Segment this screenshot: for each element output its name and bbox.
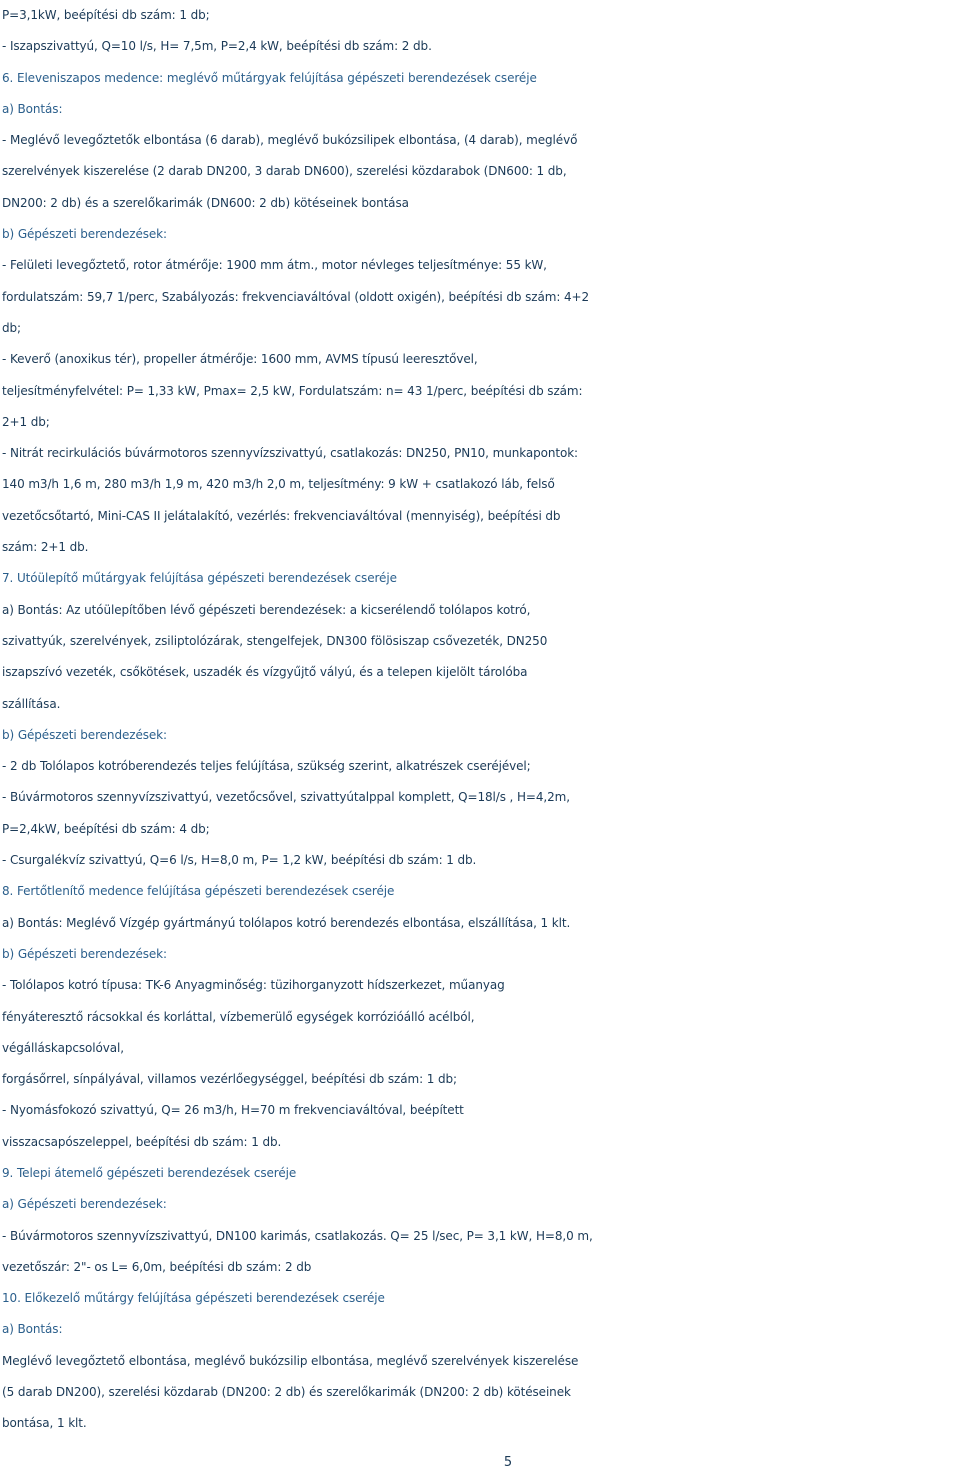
text-line: szállítása. (2, 696, 61, 711)
subsection-heading: a) Bontás: (2, 101, 63, 116)
page-number: 5 (503, 1455, 513, 1470)
text-line: 140 m3/h 1,6 m, 280 m3/h 1,9 m, 420 m3/h 2,0 m, teljesítmény: 9 kW + csatlakozó láb, felső (2, 477, 555, 492)
text-line: Meglévő levegőztető elbontása, meglévő bukózsilip elbontása, meglévő szerelvények kiszerelése (2, 1353, 579, 1368)
subsection-heading: b) Gépészeti berendezések: (2, 227, 167, 242)
text-line: - Búvármotoros szennyvízszivattyú, vezetőcsővel, szivattyútalppal komplett, Q=18l/s , H=4,2m, (2, 790, 570, 805)
document-body (2, 0, 958, 1440)
text-line: - 2 db Tolólapos kotróberendezés teljes felújítása, szükség szerint, alkatrészek cseréjével; (2, 759, 531, 774)
subsection-heading: a) Gépészeti berendezések: (2, 1197, 167, 1212)
text-line: - Tolólapos kotró típusa: TK-6 Anyagminőség: tüzihorganyzott hídszerkezet, műanyag (2, 978, 505, 993)
text-line: bontása, 1 klt. (2, 1416, 87, 1431)
text-line: - Nitrát recirkulációs búvármotoros szennyvízszivattyú, csatlakozás: DN250, PN10, munkapontok: (2, 446, 578, 461)
subsection-heading: b) Gépészeti berendezések: (2, 946, 167, 961)
text-line: a) Bontás: Meglévő Vízgép gyártmányú tolólapos kotró berendezés elbontása, elszállítása, 1 klt. (2, 915, 571, 930)
text-line: szerelvények kiszerelése (2 darab DN200, 3 darab DN600), szerelési közdarabok (DN600: 1 db, (2, 164, 567, 179)
section-heading: 10. Előkezelő műtárgy felújítása gépészeti berendezések cseréje (2, 1291, 385, 1306)
section-heading: 8. Fertőtlenítő medence felújítása gépészeti berendezések cseréje (2, 884, 395, 899)
text-line: vezetőcsőtartó, Mini-CAS II jelátalakító, vezérlés: frekvenciaváltóval (mennyiség), beépítési db (2, 508, 561, 523)
text-line: - Meglévő levegőztetők elbontása (6 darab), meglévő bukózsilipek elbontása, (4 darab), meglévő (2, 133, 578, 148)
text-line: - Felületi levegőztető, rotor átmérője: 1900 mm átm., motor névleges teljesítménye: 55 kW, (2, 258, 547, 273)
text-line: teljesítményfelvétel: P= 1,33 kW, Pmax= 2,5 kW, Fordulatszám: n= 43 1/perc, beépítési db szám: (2, 383, 583, 398)
text-line: - Búvármotoros szennyvízszivattyú, DN100 karimás, csatlakozás. Q= 25 l/sec, P= 3,1 kW, H=8,0 m, (2, 1228, 593, 1243)
text-line: - Nyomásfokozó szivattyú, Q= 26 m3/h, H=70 m frekvenciaváltóval, beépített (2, 1103, 464, 1118)
text-line: P=3,1kW, beépítési db szám: 1 db; (2, 8, 210, 22)
text-line: szám: 2+1 db. (2, 540, 89, 555)
section-heading: 9. Telepi átemelő gépészeti berendezések cseréje (2, 1165, 297, 1180)
text-line: visszacsapószeleppel, beépítési db szám: 1 db. (2, 1134, 282, 1149)
subsection-heading: b) Gépészeti berendezések: (2, 727, 167, 742)
text-line: (5 darab DN200), szerelési közdarab (DN200: 2 db) és szerelőkarimák (DN200: 2 db) kötéseinek (2, 1385, 571, 1400)
text-line: végálláskapcsolóval, (2, 1040, 124, 1055)
text-line: a) Bontás: Az utóülepítőben lévő gépészeti berendezések: a kicserélendő tolólapos kotró, (2, 602, 531, 617)
text-line: DN200: 2 db) és a szerelőkarimák (DN600: 2 db) kötéseinek bontása (2, 195, 409, 210)
text-line: szivattyúk, szerelvények, zsiliptolózárak, stengelfejek, DN300 fölösiszap csővezeték, DN250 (2, 633, 548, 648)
text-line: - Iszapszivattyú, Q=10 l/s, H= 7,5m, P=2,4 kW, beépítési db szám: 2 db. (2, 39, 432, 54)
text-line: forgásőrrel, sínpályával, villamos vezérlőegységgel, beépítési db szám: 1 db; (2, 1072, 457, 1087)
text-line: vezetőszár: 2"- os L= 6,0m, beépítési db szám: 2 db (2, 1259, 312, 1274)
text-line: - Csurgalékvíz szivattyú, Q=6 l/s, H=8,0 m, P= 1,2 kW, beépítési db szám: 1 db. (2, 853, 477, 868)
section-heading: 6. Eleveniszapos medence: meglévő műtárgyak felújítása gépészeti berendezések cseréje (2, 70, 537, 85)
text-line: iszapszívó vezeték, csőkötések, uszadék és vízgyűjtő vályú, és a telepen kijelölt tárolóba (2, 665, 528, 680)
text-line: db; (2, 320, 21, 335)
text-line: fényáteresztő rácsokkal és korláttal, vízbemerülő egységek korrózióálló acélból, (2, 1009, 475, 1024)
section-heading: 7. Utóülepítő műtárgyak felújítása gépészeti berendezések cseréje (2, 571, 397, 586)
text-line: P=2,4kW, beépítési db szám: 4 db; (2, 821, 210, 836)
subsection-heading: a) Bontás: (2, 1322, 63, 1337)
text-line: 2+1 db; (2, 414, 50, 429)
text-line: fordulatszám: 59,7 1/perc, Szabályozás: frekvenciaváltóval (oldott oxigén), beépítési db szám: 4+2 (2, 289, 589, 304)
text-line: - Keverő (anoxikus tér), propeller átmérője: 1600 mm, AVMS típusú leeresztővel, (2, 352, 478, 367)
